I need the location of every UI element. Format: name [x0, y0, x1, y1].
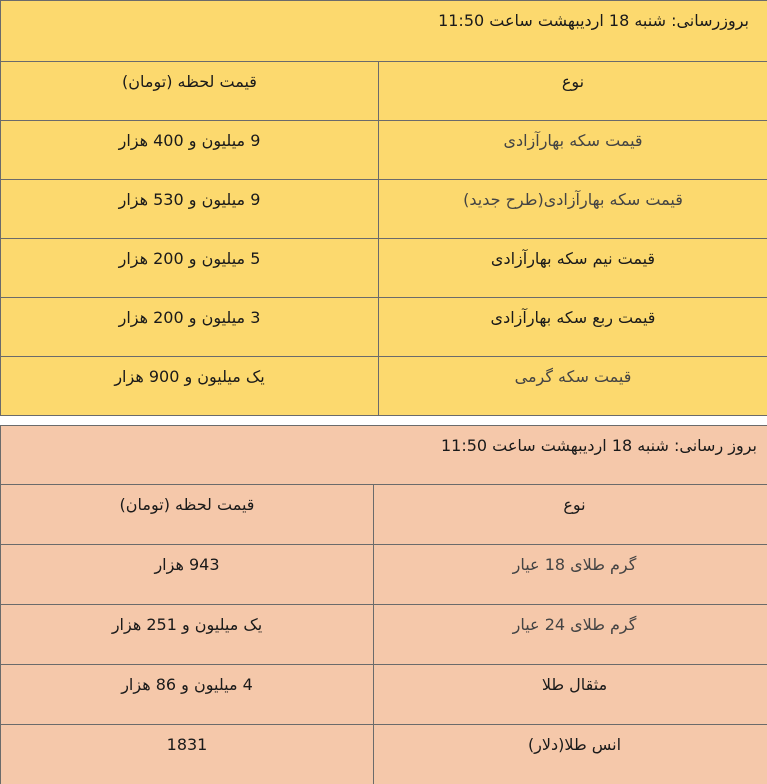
gold-price-cell: 943 هزار [1, 545, 374, 605]
gold-table-update-time: بروز رسانی: شنبه 18 اردیبهشت ساعت 11:50 [1, 426, 767, 485]
gold-type-cell: انس طلا(دلار) [374, 725, 767, 784]
gold-price-table [0, 425, 767, 784]
coin-table-update-time: بروزرسانی: شنبه 18 اردیبهشت ساعت 11:50 [1, 1, 767, 62]
gold-col-type-header: نوع [374, 485, 767, 545]
table-row [1, 545, 767, 605]
gold-price-cell: یک میلیون و 251 هزار [1, 605, 374, 665]
coin-price-cell: 9 میلیون و 400 هزار [1, 121, 379, 180]
table-row [1, 605, 767, 665]
table-row [1, 180, 767, 239]
table-row [1, 298, 767, 357]
coin-col-type-header: نوع [379, 62, 767, 121]
table-row [1, 121, 767, 180]
coin-price-cell: 3 میلیون و 200 هزار [1, 298, 379, 357]
table-row [1, 239, 767, 298]
gold-price-cell: 1831 [1, 725, 374, 784]
gold-col-price-header: قیمت لحظه (تومان) [1, 485, 374, 545]
coin-type-cell: قیمت سکه بهارآزادی(طرح جدید) [379, 180, 767, 239]
table-row [1, 725, 767, 784]
gold-type-cell: مثقال طلا [374, 665, 767, 725]
table-row [1, 665, 767, 725]
coin-type-cell: قیمت سکه بهارآزادی [379, 121, 767, 180]
coin-col-price-header: قیمت لحظه (تومان) [1, 62, 379, 121]
gold-type-cell: گرم طلای 24 عیار [374, 605, 767, 665]
coin-price-cell: 9 میلیون و 530 هزار [1, 180, 379, 239]
gold-type-cell: گرم طلای 18 عیار [374, 545, 767, 605]
coin-type-cell: قیمت نیم سکه بهارآزادی [379, 239, 767, 298]
coin-price-cell: یک میلیون و 900 هزار [1, 357, 379, 416]
coin-price-cell: 5 میلیون و 200 هزار [1, 239, 379, 298]
coin-type-cell: قیمت سکه گرمی [379, 357, 767, 416]
table-row [1, 357, 767, 416]
gold-price-cell: 4 میلیون و 86 هزار [1, 665, 374, 725]
coin-type-cell: قیمت ربع سکه بهارآزادی [379, 298, 767, 357]
